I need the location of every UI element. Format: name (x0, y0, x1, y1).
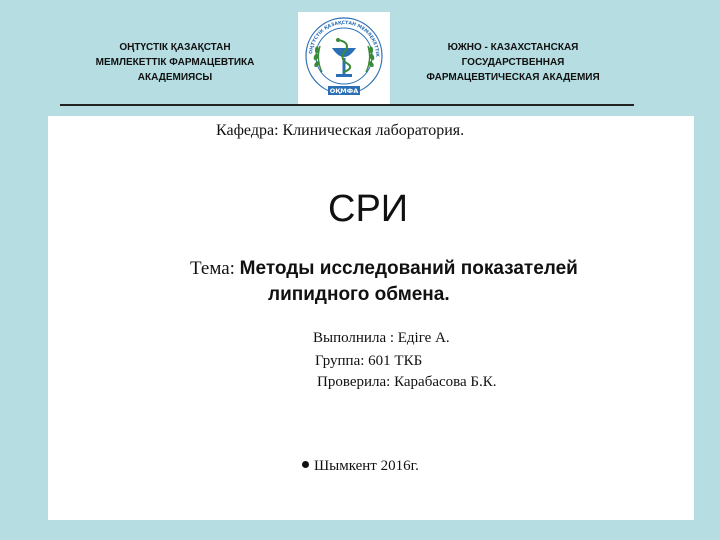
footer-bullet (302, 458, 419, 475)
logo-caption: ОҚМФА (329, 87, 359, 95)
header-left-line-2: МЕМЛЕКЕТТІК ФАРМАЦЕВТИКА (95, 57, 255, 68)
performed-by-text: Выполнила : Едіге А. (313, 330, 450, 346)
topic-value-line-2: липидного обмена. (268, 284, 450, 305)
header-divider (60, 104, 634, 106)
header-right-line-1: ЮЖНО - КАЗАХСТАНСКАЯ (447, 42, 579, 53)
slide-title: СРИ (328, 188, 409, 230)
topic-line-1 (190, 258, 578, 280)
department-text: Кафедра: Клиническая лаборатория. (216, 122, 465, 139)
checked-by-text: Проверила: Карабасова Б.К. (317, 374, 497, 390)
header-right-line-2: ГОСУДАРСТВЕННАЯ (461, 57, 565, 68)
academy-emblem-icon (298, 12, 390, 106)
header-left-line-1: ОҢТҮСТІК ҚАЗАҚСТАН (119, 42, 231, 53)
logo-ring-text: ОҢТҮСТІК ҚАЗАҚСТАН МЕМЛЕКЕТТІК (309, 20, 380, 58)
header-right-title (398, 40, 628, 85)
header-left-line-3: АКАДЕМИЯСЫ (137, 72, 213, 83)
topic-value-line-1: Методы исследований показателей (239, 258, 578, 279)
topic-label: Тема: (190, 258, 240, 279)
group-text: Группа: 601 ТКБ (315, 353, 423, 369)
bullet-icon (302, 461, 309, 468)
footer-text: Шымкент 2016г. (314, 458, 419, 474)
header-right-line-3: ФАРМАЦЕВТИЧЕСКАЯ АКАДЕМИЯ (426, 72, 600, 83)
header-left-title (62, 40, 288, 85)
